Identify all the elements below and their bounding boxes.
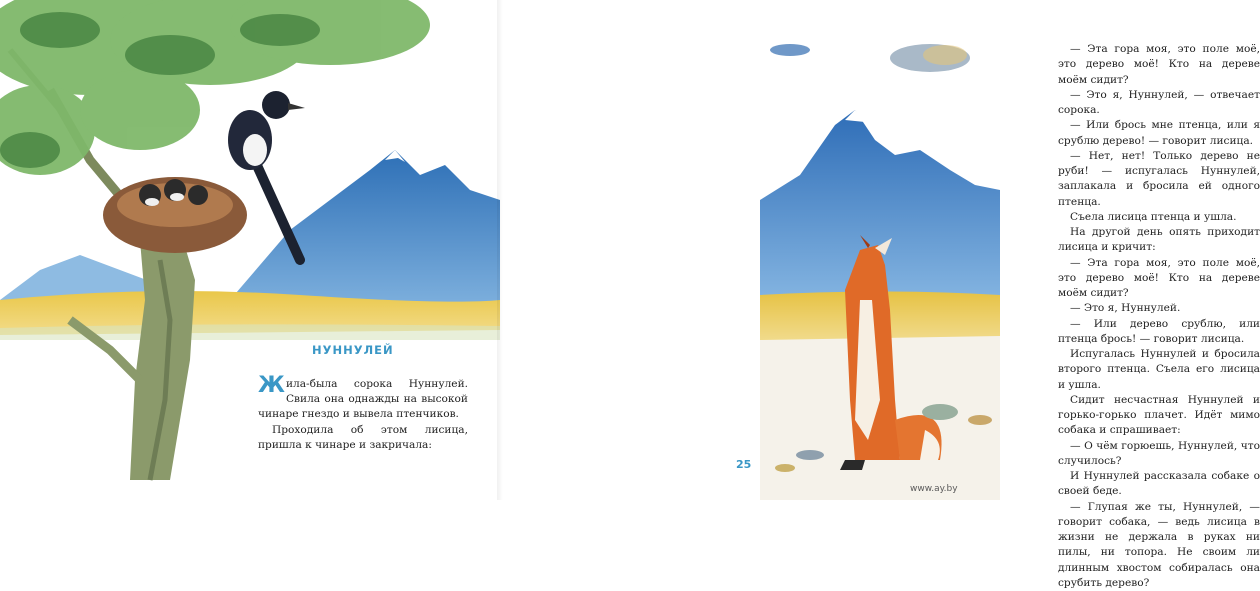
story-paragraph: Проходила об этом лисица, пришла к чинаре и закричала:: [258, 423, 468, 453]
story-paragraph: Жила-была сорока Нуннулей. Свила она однажды на высокой чинаре гнездо и вывела птенчиков.: [258, 377, 468, 423]
stone: [968, 415, 992, 425]
story-paragraph: — Нет, нет! Только дерево не руби! — испугалась Нуннулей, заплакала и бросила ей одного птенца.: [1058, 149, 1260, 210]
story-paragraph: Испугалась Нуннулей и бросила второго птенца. Съела его лисица и ушла.: [1058, 347, 1260, 393]
magpie-bird: [228, 91, 305, 260]
story-paragraph: И Нуннулей рассказала собаке о своей беде.: [1058, 469, 1260, 500]
story-paragraph: Сидит несчастная Нуннулей и горько-горько плачет. Идёт мимо собака и спрашивает:: [1058, 393, 1260, 439]
right-illustration: [500, 0, 1000, 500]
stone: [922, 404, 958, 420]
story-text-right: [1058, 42, 1260, 591]
book-gutter: [497, 0, 503, 500]
mountain-range: [230, 150, 500, 310]
stone: [796, 450, 824, 460]
story-paragraph: — Эта гора моя, это поле моё, это дерево моё! Кто на дереве моём сидит?: [1058, 256, 1260, 302]
story-paragraph: — Эта гора моя, это поле моё, это дерево моё! Кто на дереве моём сидит?: [1058, 42, 1260, 88]
watermark: www.ay.by: [910, 484, 958, 494]
story-paragraph: — Глупая же ты, Нуннулей, — говорит собака, — ведь лисица в жизни не держала в руках ни пилы, ни топора. Не своим ли длинным хвостом собиралась она срубить дерево?: [1058, 500, 1260, 591]
story-paragraph: Съела лисица птенца и ушла.: [1058, 210, 1260, 225]
cloud: [770, 44, 810, 56]
story-paragraph: — Это я, Нуннулей, — отвечает сорока.: [1058, 88, 1260, 119]
stone: [775, 464, 795, 472]
drop-cap: Ж: [258, 379, 285, 393]
story-paragraph: — Это я, Нуннулей.: [1058, 301, 1260, 316]
story-paragraph: На другой день опять приходит лисица и кричит:: [1058, 225, 1260, 256]
story-title: НУННУЛЕЙ: [312, 343, 392, 357]
story-paragraph: — О чём горюешь, Нуннулей, что случилось?: [1058, 439, 1260, 470]
right-page: [500, 0, 1000, 500]
story-paragraph: — Или дерево срублю, или птенца брось! — говорит лисица.: [1058, 317, 1260, 348]
page-number: 25: [736, 458, 751, 471]
story-paragraph: — Или брось мне птенца, или я срублю дерево! — говорит лисица.: [1058, 118, 1260, 149]
left-page: [0, 0, 500, 500]
story-text-left: [258, 377, 468, 453]
